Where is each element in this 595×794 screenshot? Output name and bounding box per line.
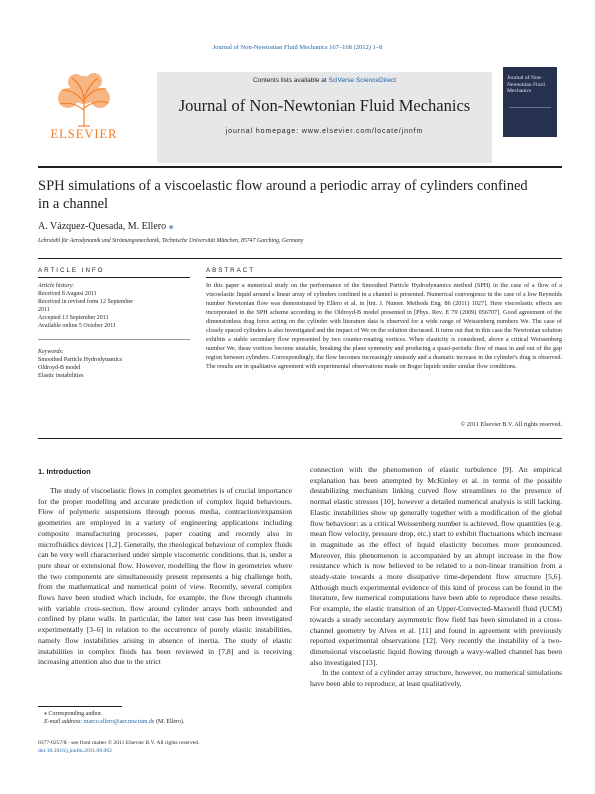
journal-name: Journal of Non-Newtonian Fluid Mechanics [178, 96, 471, 115]
keywords-label: Keywords: [38, 349, 64, 355]
email-line [44, 718, 294, 726]
authors-text: A. Vázquez-Quesada, M. Ellero [38, 221, 167, 232]
abstract-bottom-rule [38, 438, 562, 439]
affiliation: Lehrstuhl für Aerodynamik und Strömungsmechanik, Technische Universität München, 85747 Garching, Germany [38, 238, 304, 244]
journal-header-box [157, 72, 492, 163]
article-info-heading: ARTICLE INFO [38, 267, 105, 274]
homepage-prefix: journal homepage: [225, 128, 302, 135]
email-label: E-mail address: [44, 719, 84, 725]
footnote [44, 710, 294, 726]
bottom-info [38, 740, 438, 755]
keyword: Elastic instabilities [38, 373, 84, 379]
body-paragraph: In the context of a cylinder array structure, however, no numerical simulations have been able to reproduce, at least qualitatively, [310, 668, 562, 689]
history-entry: Received in revised form 12 September [38, 299, 134, 305]
copyright-line: © 2011 Elsevier B.V. All rights reserved. [460, 421, 562, 428]
body-paragraph: The study of viscoelastic flows in complex geometries is of crucial importance for the proper modelling and accurate prediction of complex liquid behaviours. Flow of polymeric suspensions through porous media, contraction/expansion geometries are employed in a variety of engineering applications including composite manufacturing processes, paper coating and recently also in microfluidics devices [1,2]. Generally, the rheological behaviour of complex fluids can be very well characterised under simple viscometric conditions, that is, under a pure shear or extensional flow. However, modelling the flow in geometries where the two components are simultaneously present represents a big challenge both, from the mathematical and numerical point of view. Recently, several complex flows have been studied which include, for example, the flow through channels with variable cross-section, flow around cylinder arrays both unbounded and confined by plane walls. In particular, the latter test case has been investigated experimentally [3–6] in relation to the occurrence of purely elastic instabilities, namely flow instabilities arising in absence of inertia. The study of elastic instabilities in complex fluids has been reviewed in [7,8] and is receiving increasing attention also due to the strict [38, 486, 292, 667]
body-left-column [38, 486, 292, 668]
history-entry: Accepted 13 September 2011 [38, 315, 109, 321]
keywords-block [38, 348, 193, 380]
article-info-rule [38, 277, 190, 278]
body-right-column [310, 465, 562, 690]
contents-prefix: Contents lists available at [252, 77, 329, 84]
title-rule [38, 258, 562, 259]
corresponding-author-mark[interactable]: ⁎ [168, 221, 174, 232]
issn-line: 0377-0257/$ - see front matter © 2011 Elsevier B.V. All rights reserved. [38, 740, 200, 746]
cover-divider [509, 107, 551, 108]
sciverse-link[interactable]: SciVerse ScienceDirect [328, 77, 397, 84]
article-history [38, 282, 193, 330]
journal-homepage [157, 128, 492, 135]
corresponding-author-note: ⁎ Corresponding author. [44, 711, 103, 717]
email-suffix: (M. Ellero). [154, 719, 185, 725]
history-entry: 2011 [38, 307, 50, 313]
doi-link[interactable]: doi:10.1016/j.jnnfm.2011.09.002 [38, 747, 112, 754]
footnote-rule [38, 706, 122, 707]
abstract-rule [206, 277, 562, 278]
homepage-link[interactable]: www.elsevier.com/locate/jnnfm [301, 128, 424, 135]
body-paragraph: connection with the phenomenon of elastic turbulence [9]. An empirical explanation has been attempted by McKinley et al. in terms of the possible destabilizing mechanism linking curved flow streamlines to the presence of normal elastic stresses [10], however a detailed numerical analysis is still lacking. Elastic instabilities show up generally together with a modification of the global flow behaviour: as a critical Weissenberg number is achieved, flow quantities (e.g. mean flow velocity, pressure drop, etc.) start to exhibit fluctuations which increase in magnitude as the effect of liquid elasticity becomes more pronounced. Moreover, this phenomenon is accompanied by an abrupt increase in the flow resistance which is now believed to be related to a non-linear transition from a steady-state towards a more dissipative time-dependent flow structure [5,6]. Although much experimental evidence of this kind of process can be found in the literature, few numerical computations have been able to reproduce these results. For example, the elastic transition of an Upper-Convected-Maxwell fluid (UCM) towards a steady secondary asymmetric flow field has been simulated in a cross-channel geometry by Alves et al. [11] and found in agreement with previously reported experimental observations [12]. Very recently the instability of a two-dimensional viscoelastic liquid flowing through a wavy-walled channel has been also investigated [13]. [310, 465, 562, 667]
keywords-rule [38, 339, 190, 340]
keyword: Smoothed Particle Hydrodynamics [38, 357, 122, 363]
history-entry: Received 8 August 2011 [38, 291, 97, 297]
section-heading-introduction: 1. Introduction [38, 467, 91, 476]
history-entry: Available online 5 October 2011 [38, 323, 116, 329]
email-link[interactable]: marco.ellero@aer.mw.tum.de [83, 719, 155, 725]
journal-reference[interactable]: Journal of Non-Newtonian Fluid Mechanics 167–168 (2012) 1–8 [212, 44, 383, 51]
article-history-label: Article history: [38, 283, 75, 289]
header-rule [38, 166, 562, 168]
journal-cover-thumbnail[interactable] [503, 67, 557, 137]
contents-line [157, 77, 492, 84]
cover-title: Journal of Non-Newtonian Fluid Mechanics [507, 75, 545, 94]
article-title: SPH simulations of a viscoelastic flow around a periodic array of cylinders confined in a channel [38, 178, 528, 212]
abstract-heading: ABSTRACT [206, 267, 256, 274]
keyword: Oldroyd-B model [38, 365, 81, 371]
abstract-text: In this paper a numerical study on the performance of the Smoothed Particle Hydrodynamics method (SPH) in the case of a flow of a viscoelastic liquid around a linear array of cylinders confined in a channel is presented. Numerical convergence in the case of a low Reynolds number Newtonian flow was demonstrated by Ellero et al. in [Int. J. Numer. Methods Eng. 86 (2011) 1027]. Here viscoelastic effects are incorporated in the SPH scheme according to the Oldroyd-B model presented in [Phys. Rev. E 79 (2009) 056707]. Good agreement of the dimensionless drag force acting on the cylinder with literature data is observed for a wide range of Weissenberg numbers We. The case of closely spaced cylinders is also investigated and the impact of We on the solution discussed. It turns out that in this case the Newtonian solution exhibits a stable secondary flow represented by two counter-rotating vortices. When elasticity is considered, above a critical Weissenberg number We, these vortices become unstable, breaking the plane symmetry and producing a quasi-periodic flow of mass in and out of the gap region between cylinders. Correspondingly, the flow becomes increasingly unsteady and a dramatic increase in the cylinder's drag is observed. The results are in qualitative agreement with experimental observations made on Boger liquids under similar flow conditions. [206, 282, 562, 371]
elsevier-wordmark: ELSEVIER [50, 127, 118, 141]
author-list [38, 221, 174, 232]
